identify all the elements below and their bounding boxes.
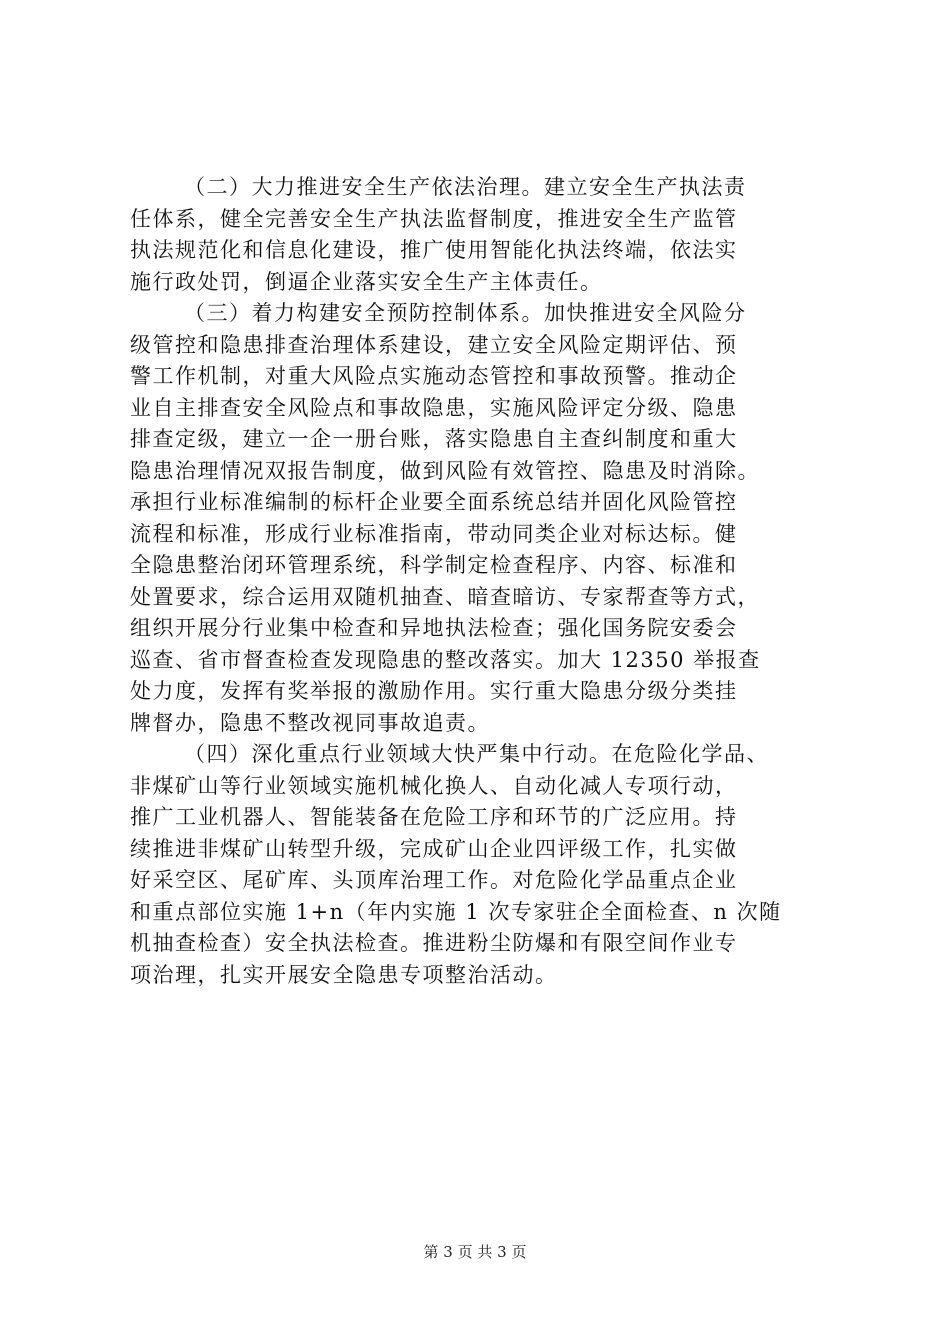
- paragraph-section-3: [130, 298, 836, 739]
- paragraph-line: 组织开展分行业集中检查和异地执法检查；强化国务院安委会: [130, 616, 738, 640]
- page-number-footer: 第 3 页 共 3 页: [423, 1243, 527, 1261]
- paragraph-line: 续推进非煤矿山转型升级，完成矿山企业四评级工作，扎实做: [130, 836, 738, 861]
- paragraph-section-4: [130, 739, 836, 991]
- paragraph-line: （四）深化重点行业领域大快严集中行动。在危险化学品、: [184, 742, 769, 766]
- paragraph-line: 牌督办，隐患不整改视同事故追责。: [130, 710, 490, 735]
- paragraph-line: 项治理，扎实开展安全隐患专项整治活动。: [130, 962, 558, 987]
- paragraph-line: 巡查、省市督查检查发现隐患的整改落实。加大 12350 举报查: [130, 647, 761, 672]
- paragraph-line: （二）大力推进安全生产依法治理。建立安全生产执法责: [184, 175, 747, 199]
- paragraph-line: 处置要求，综合运用双随机抽查、暗查暗访、专家帮查等方式，: [130, 584, 760, 609]
- paragraph-line: 施行政处罚，倒逼企业落实安全生产主体责任。: [130, 269, 603, 294]
- paragraph-line: 隐患治理情况双报告制度，做到风险有效管控、隐患及时消除。: [130, 458, 760, 483]
- paragraph-line: 全隐患整治闭环管理系统，科学制定检查程序、内容、标准和: [130, 553, 738, 577]
- paragraph-line: 处力度，发挥有奖举报的激励作用。实行重大隐患分级分类挂: [130, 679, 738, 703]
- paragraph-line: 机抽查检查）安全执法检查。推进粉尘防爆和有限空间作业专: [130, 931, 738, 955]
- paragraph-line: 业自主排查安全风险点和事故隐患，实施风险评定分级、隐患: [130, 395, 738, 420]
- paragraph-line: 级管控和隐患排查治理体系建设，建立安全风险定期评估、预: [130, 332, 738, 357]
- document-body: [130, 172, 836, 991]
- paragraph-section-2: [130, 172, 836, 298]
- paragraph-line: 推广工业机器人、智能装备在危险工序和环节的广泛应用。持: [130, 805, 738, 829]
- paragraph-line: 执法规范化和信息化建设，推广使用智能化执法终端，依法实: [130, 238, 738, 262]
- paragraph-line: 任体系，健全完善安全生产执法监督制度，推进安全生产监管: [130, 206, 738, 231]
- paragraph-line: （三）着力构建安全预防控制体系。加快推进安全风险分: [184, 301, 747, 325]
- paragraph-line: 和重点部位实施 1+n（年内实施 1 次专家驻企全面检查、n 次随: [130, 899, 782, 924]
- paragraph-line: 流程和标准，形成行业标准指南，带动同类企业对标达标。健: [130, 521, 738, 546]
- paragraph-line: 好采空区、尾矿库、头顶库治理工作。对危险化学品重点企业: [130, 868, 738, 892]
- paragraph-line: 非煤矿山等行业领域实施机械化换人、自动化减人专项行动，: [130, 773, 738, 798]
- paragraph-line: 排查定级，建立一企一册台账，落实隐患自主查纠制度和重大: [130, 427, 738, 451]
- paragraph-line: 承担行业标准编制的标杆企业要全面系统总结并固化风险管控: [130, 490, 738, 514]
- paragraph-line: 警工作机制，对重大风险点实施动态管控和事故预警。推动企: [130, 364, 738, 388]
